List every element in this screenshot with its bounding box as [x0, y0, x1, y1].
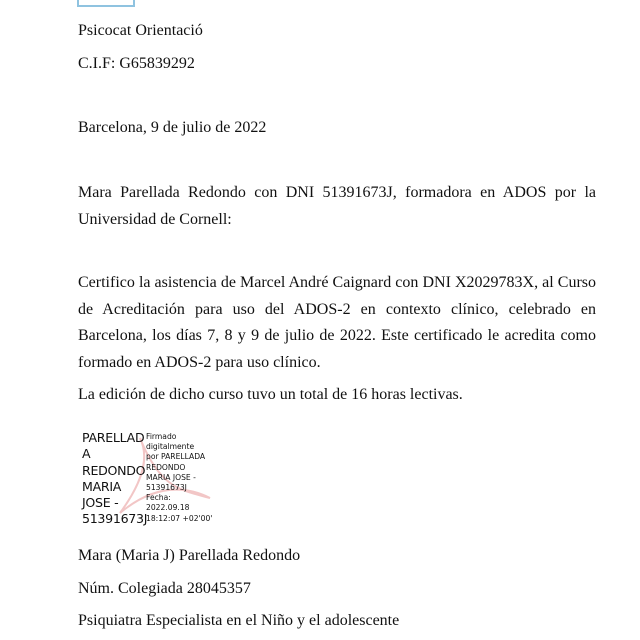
signature-info-line: digitalmente [146, 442, 195, 452]
signature-info-line: 51391673J [146, 483, 187, 493]
signature-info-line: MARIA JOSE - [146, 472, 196, 482]
signature-name-line: MARIA [82, 478, 122, 494]
date-line: Barcelona, 9 de julio de 2022 [78, 119, 267, 136]
signature-name-line: JOSE - [82, 495, 119, 511]
signature-info-line: REDONDO [146, 462, 186, 472]
signature-info [146, 432, 212, 524]
cif: C.I.F: G65839292 [78, 55, 195, 72]
hours-line: La edición de dicho curso tuvo un total de 16 horas lectivas. [78, 386, 463, 403]
org-name: Psicocat Orientació [78, 22, 203, 39]
signature-info-line: 2022.09.18 [146, 503, 190, 513]
company-logo [77, 0, 135, 7]
signer-title: Psiquiatra Especialista en el Niño y el adolescente [78, 612, 400, 629]
signature-name [82, 430, 147, 528]
signer-name: Mara (Maria J) Parellada Redondo [78, 547, 301, 564]
digital-signature[interactable] [80, 428, 230, 530]
colegiada-number: Núm. Colegiada 28045357 [78, 580, 251, 597]
signature-name-line: REDONDO [82, 462, 146, 478]
signature-info-line: 18:12:07 +02'00' [146, 513, 213, 523]
signature-info-line: Fecha: [146, 493, 171, 503]
signature-name-line: 51391673J [82, 511, 148, 527]
signature-info-line: por PARELLADA [146, 452, 206, 462]
certification-paragraph: Certifico la asistencia de Marcel André Caignard con DNI X2029783X, al Curso de Acreditación para uso del ADOS-2 en contexto clínico, celebrado en Barcelona, los días 7, 8 y 9 de julio de 2022. Este certificado le acredita como formado en ADOS-2 para uso clínico. [78, 274, 596, 371]
signature-info-line: Firmado [146, 432, 177, 441]
signature-name-line: A [82, 446, 91, 462]
signature-name-line: PARELLAD [82, 430, 145, 445]
intro-paragraph: Mara Parellada Redondo con DNI 51391673J, formadora en ADOS por la Universidad de Cornell: [78, 184, 596, 228]
